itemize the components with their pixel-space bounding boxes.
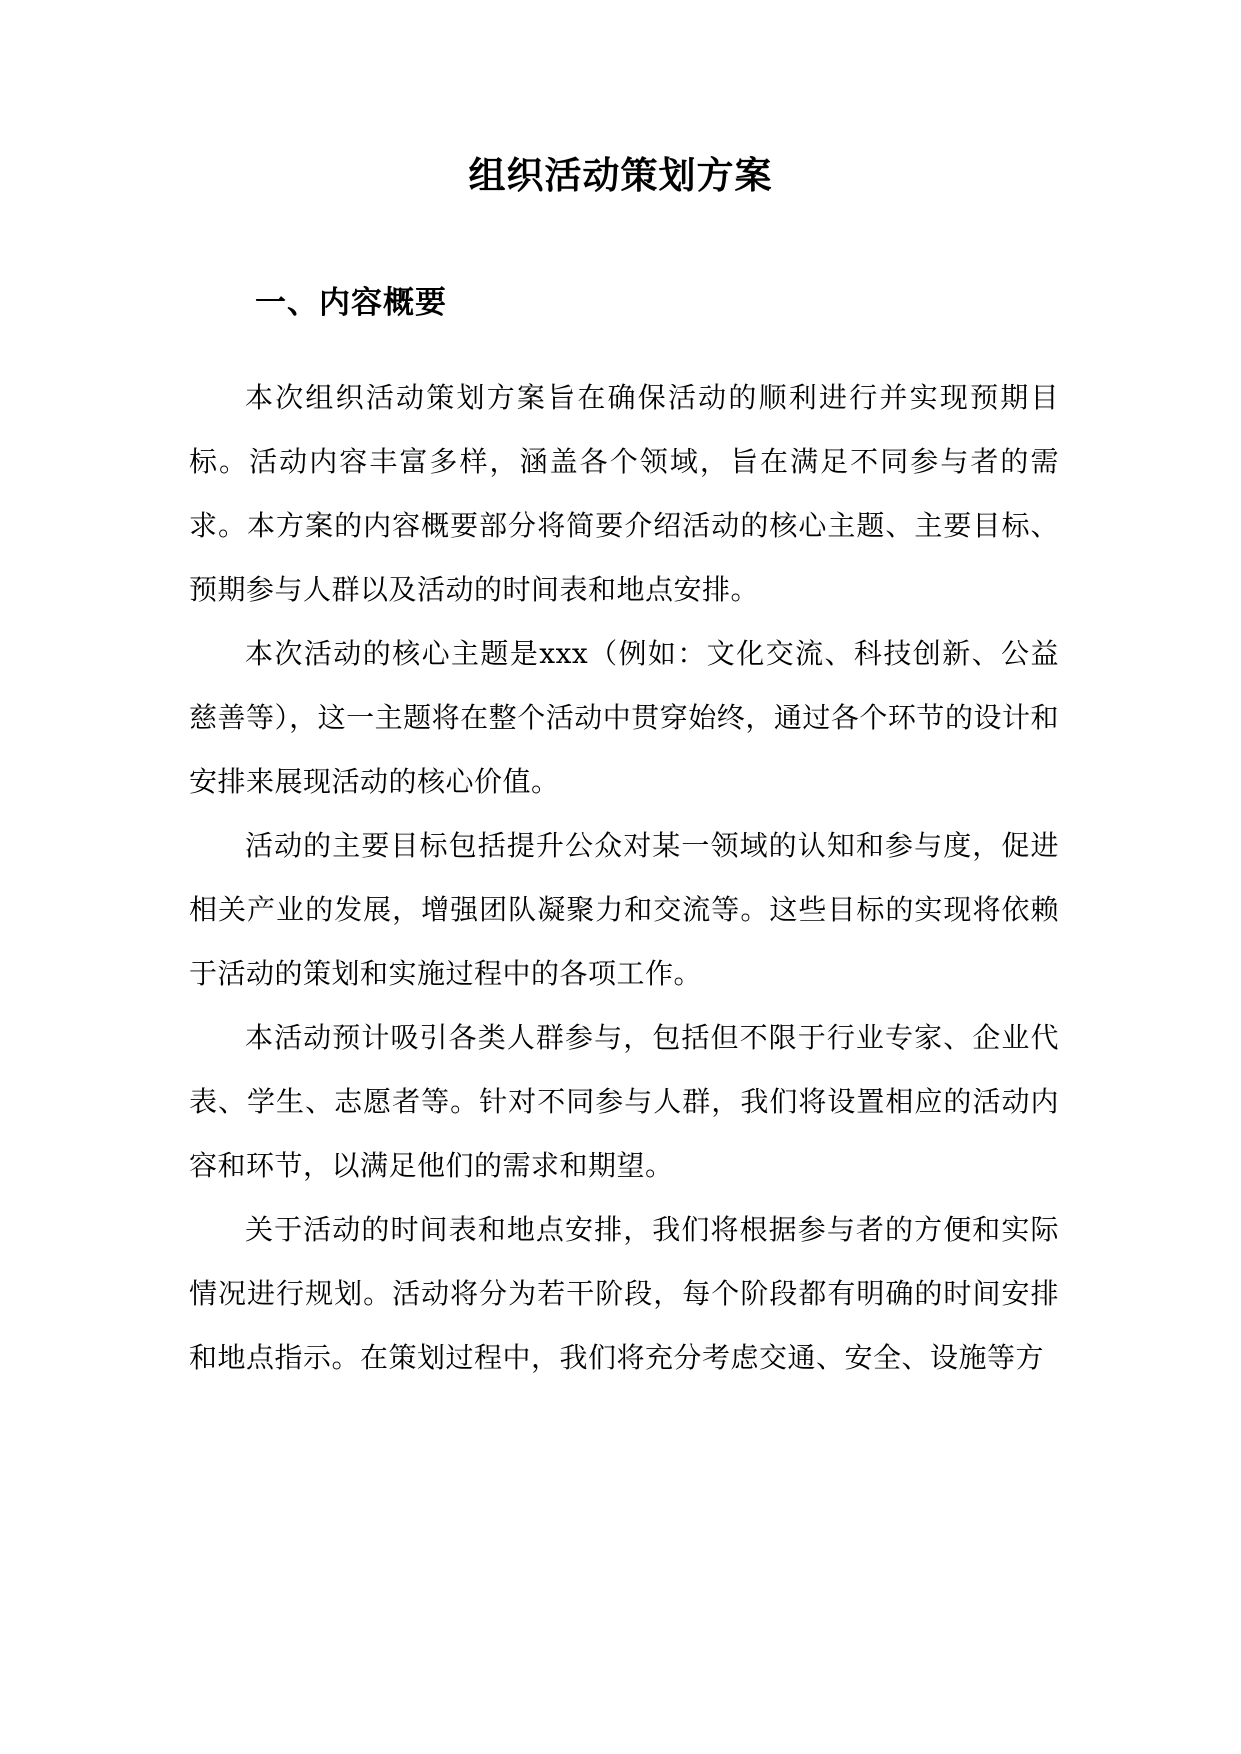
section-heading: 一、内容概要	[255, 285, 447, 321]
paragraph: 活动的主要目标包括提升公众对某一领域的认知和参与度，促进相关产业的发展，增强团队凝聚力和交流等。这些目标的实现将依赖于活动的策划和实施过程中的各项工作。	[189, 829, 1059, 990]
paragraph: 本次活动的核心主题是xxx（例如：文化交流、科技创新、公益慈善等），这一主题将在整个活动中贯穿始终，通过各个环节的设计和安排来展现活动的核心价值。	[189, 637, 1059, 798]
paragraph: 本次组织活动策划方案旨在确保活动的顺利进行并实现预期目标。活动内容丰富多样，涵盖各个领域，旨在满足不同参与者的需求。本方案的内容概要部分将简要介绍活动的核心主题、主要目标、预期参与人群以及活动的时间表和地点安排。	[189, 381, 1059, 606]
paragraph: 关于活动的时间表和地点安排，我们将根据参与者的方便和实际情况进行规划。活动将分为若干阶段，每个阶段都有明确的时间安排和地点指示。在策划过程中，我们将充分考虑交通、安全、设施等方	[189, 1213, 1059, 1374]
document-body	[189, 366, 1059, 1390]
document-title: 组织活动策划方案	[468, 153, 773, 197]
paragraph: 本活动预计吸引各类人群参与，包括但不限于行业专家、企业代表、学生、志愿者等。针对不同参与人群，我们将设置相应的活动内容和环节，以满足他们的需求和期望。	[189, 1021, 1059, 1182]
